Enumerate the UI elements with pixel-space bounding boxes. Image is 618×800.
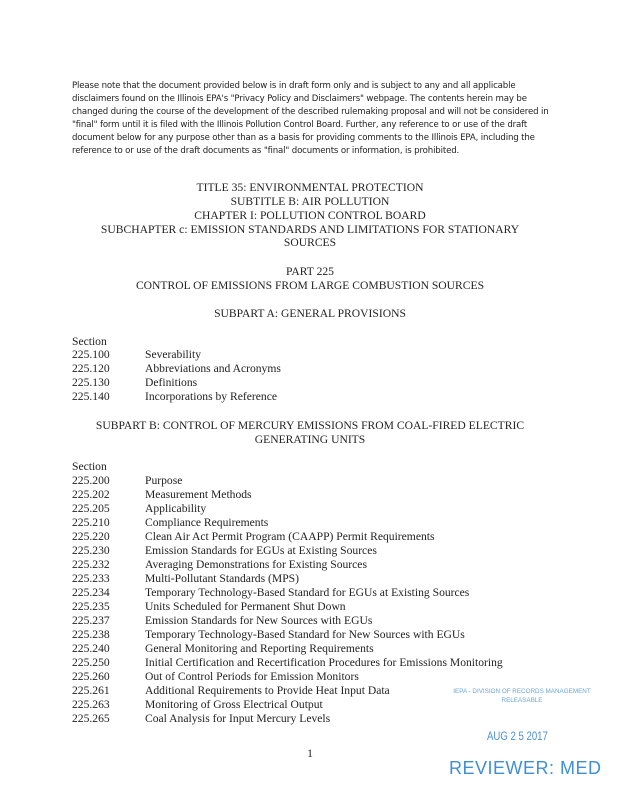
stamp-reviewer: REVIEWER: MED: [449, 758, 602, 778]
section-title: Emission Standards for New Sources with EGUs: [145, 614, 373, 627]
section-number: 225.238: [72, 628, 110, 641]
section-number: 225.235: [72, 600, 110, 613]
section-title: Clean Air Act Permit Program (CAAPP) Permit Requirements: [145, 530, 435, 543]
section-entry: [72, 516, 268, 530]
section-title: Units Scheduled for Permanent Shut Down: [145, 600, 346, 613]
section-entry: [72, 390, 277, 404]
section-entry: [72, 474, 182, 488]
section-number: 225.100: [72, 348, 110, 361]
section-entry: [72, 600, 346, 614]
section-title: Compliance Requirements: [145, 516, 269, 529]
section-title: Coal Analysis for Input Mercury Levels: [145, 712, 331, 725]
section-number: 225.260: [72, 670, 110, 683]
section-entry: [72, 698, 323, 712]
section-title: Definitions: [145, 376, 198, 389]
part-number: PART 225: [286, 265, 334, 278]
section-entry: [72, 572, 299, 586]
section-number: 225.233: [72, 572, 110, 585]
stamp-division: IEPA - DIVISION OF RECORDS MANAGEMENT: [453, 688, 591, 695]
section-entry: [72, 530, 435, 544]
section-title: Multi-Pollutant Standards (MPS): [145, 572, 299, 585]
section-title: Additional Requirements to Provide Heat Input Data: [145, 684, 390, 697]
section-title: Temporary Technology-Based Standard for New Sources with EGUs: [145, 628, 465, 641]
section-number: 225.120: [72, 362, 110, 375]
section-number: 225.240: [72, 642, 110, 655]
section-number: 225.205: [72, 502, 110, 515]
section-number: 225.200: [72, 474, 110, 487]
section-entry: [72, 656, 503, 670]
section-title: Monitoring of Gross Electrical Output: [145, 698, 323, 711]
section-number: 225.220: [72, 530, 110, 543]
section-entry: [72, 502, 206, 516]
section-title: Temporary Technology-Based Standard for EGUs at Existing Sources: [145, 586, 470, 599]
section-entry: [72, 614, 372, 628]
section-entry: [72, 642, 374, 656]
section-number: 225.230: [72, 544, 110, 557]
section-title: Severability: [145, 348, 202, 361]
section-number: 225.237: [72, 614, 110, 627]
section-entry: [72, 712, 330, 726]
heading-subchapter: SUBCHAPTER c: EMISSION STANDARDS AND LIMITATIONS FOR STATIONARY: [100, 223, 520, 236]
section-number: 225.263: [72, 698, 110, 711]
section-entry: [72, 376, 197, 390]
heading-title: TITLE 35: ENVIRONMENTAL PROTECTION: [196, 181, 424, 194]
section-entry: [72, 558, 367, 572]
part-title: CONTROL OF EMISSIONS FROM LARGE COMBUSTION SOURCES: [135, 279, 485, 292]
section-title: Incorporations by Reference: [145, 390, 277, 403]
heading-subchapter-cont: SOURCES: [283, 236, 337, 249]
section-entry: [72, 488, 252, 502]
section-title: Applicability: [145, 502, 207, 515]
section-entry: [72, 684, 390, 698]
section-title: General Monitoring and Reporting Requirements: [145, 642, 374, 655]
heading-subtitle: SUBTITLE B: AIR POLLUTION: [230, 195, 390, 208]
section-number: 225.250: [72, 656, 110, 669]
section-label: Section: [72, 335, 107, 348]
section-entry: [72, 670, 359, 684]
section-title: Initial Certification and Recertification Procedures for Emissions Monitoring: [145, 656, 503, 669]
page-number: 1: [307, 747, 313, 760]
section-entry: [72, 628, 465, 642]
heading-chapter: CHAPTER I: POLLUTION CONTROL BOARD: [194, 209, 426, 222]
section-number: 225.210: [72, 516, 110, 529]
section-label: Section: [72, 460, 107, 473]
subpart-b-title-cont: GENERATING UNITS: [254, 433, 366, 446]
subpart-b-title: SUBPART B: CONTROL OF MERCURY EMISSIONS FROM COAL-FIRED ELECTRIC: [95, 419, 525, 432]
section-number: 225.234: [72, 586, 110, 599]
section-title: Purpose: [145, 474, 183, 487]
section-number: 225.265: [72, 712, 110, 725]
section-title: Out of Control Periods for Emission Monitors: [145, 670, 359, 683]
section-title: Averaging Demonstrations for Existing Sources: [145, 558, 367, 571]
section-number: 225.130: [72, 376, 110, 389]
disclaimer-paragraph: Please note that the document provided below is in draft form only and is subject to any and all applicable disclaimers found on the Illinois EPA's "Privacy Policy and Disclaimers" webpage. The contents herein may be changed during the course of the development of the described rulemaking proposal and will not be considered in "final" form until it is filed with the Illinois Pollution Control Board. Further, any reference to or use of the draft document below for any purpose other than as a basis for providing comments to the Illinois EPA, including the reference to or use of the draft documents as "final" documents or information, is prohibited.: [72, 81, 549, 156]
subpart-a-title: SUBPART A: GENERAL PROVISIONS: [214, 307, 406, 320]
stamp-releasable: RELEASABLE: [501, 697, 543, 704]
section-number: 225.232: [72, 558, 110, 571]
section-entry: [72, 544, 377, 558]
stamp-date: AUG 2 5 2017: [487, 729, 548, 743]
section-entry: [72, 362, 281, 376]
section-entry: [72, 586, 469, 600]
section-number: 225.202: [72, 488, 110, 501]
section-title: Measurement Methods: [145, 488, 252, 501]
section-title: Abbreviations and Acronyms: [145, 362, 281, 375]
section-number: 225.140: [72, 390, 110, 403]
section-title: Emission Standards for EGUs at Existing Sources: [145, 544, 377, 557]
section-number: 225.261: [72, 684, 110, 697]
records-stamp: [437, 687, 607, 705]
section-entry: [72, 348, 201, 362]
